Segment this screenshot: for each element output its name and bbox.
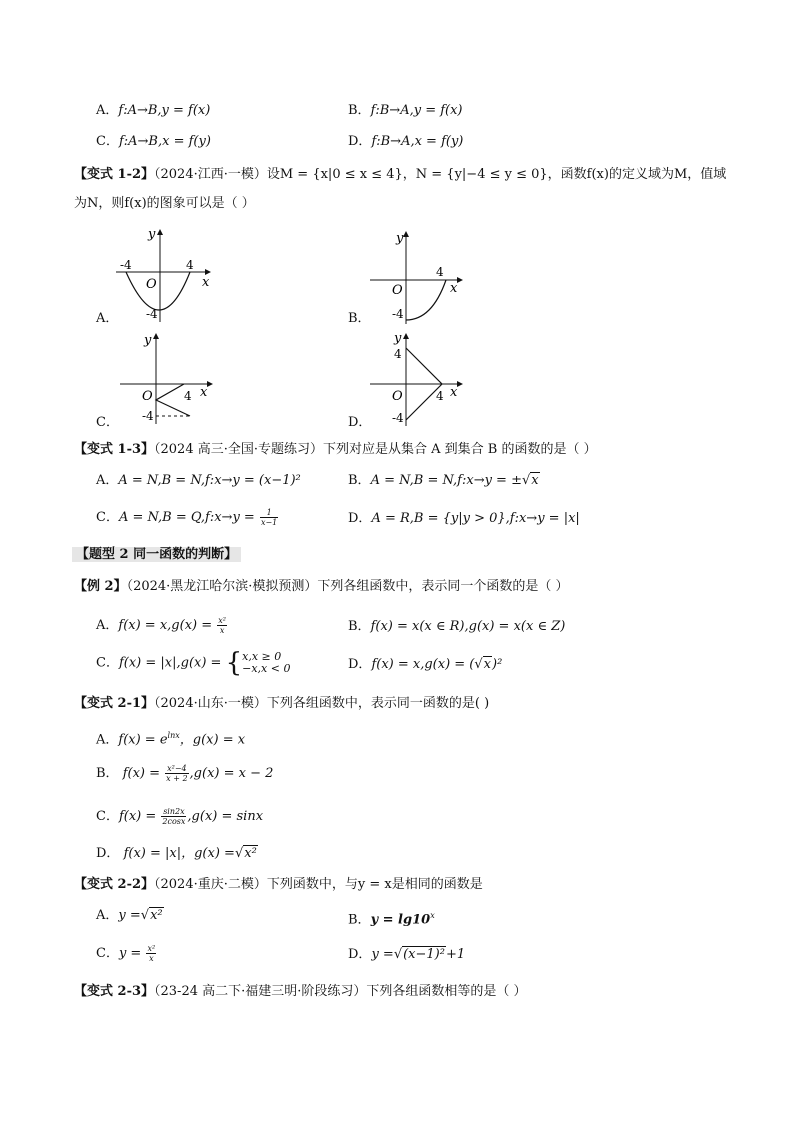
option-expr: f:B→A,x = f(y) bbox=[371, 134, 464, 149]
graph-c bbox=[116, 328, 226, 428]
x-label: x bbox=[202, 275, 210, 290]
option-expr: f(x) = x,g(x) = ( bbox=[371, 657, 475, 672]
question-text: （2024 高三·全国·专题练习）下列对应是从集合 A 到集合 B 的函数的是（ ） bbox=[154, 442, 597, 457]
origin-label: O bbox=[392, 389, 403, 404]
y-label: y bbox=[144, 333, 152, 348]
option-expr: f:A→B,y = f(x) bbox=[118, 103, 211, 118]
radicand: (x−1)² bbox=[403, 947, 445, 962]
ex2-stem bbox=[74, 578, 569, 596]
option-letter: C． bbox=[96, 946, 119, 961]
v13-option-b: B．A = N,B = N,f:x→y = ±√x bbox=[348, 473, 539, 488]
v13-option-d bbox=[348, 510, 580, 528]
numerator: x² bbox=[218, 616, 226, 625]
tick-label: -4 bbox=[392, 307, 404, 321]
superscript: x bbox=[430, 911, 435, 920]
graph-a bbox=[112, 224, 222, 326]
option-letter: B． bbox=[96, 766, 119, 781]
option-expr: A = N,B = Q,f:x→y = bbox=[118, 510, 255, 525]
fraction bbox=[161, 807, 186, 826]
v21-option-d: D． f(x) = |x|，g(x) =√x² bbox=[96, 846, 257, 861]
ex2-option-c bbox=[96, 650, 290, 680]
option-expr: ,g(x) = sinx bbox=[187, 809, 264, 824]
option-expr: A = N,B = N,f:x→y = (x−1)² bbox=[118, 473, 301, 488]
y-label: y bbox=[396, 231, 404, 246]
v21-stem bbox=[74, 695, 489, 713]
v22-stem bbox=[74, 876, 483, 894]
denominator: x bbox=[149, 954, 154, 963]
option-expr: f(x) = x(x ∈ R),g(x) = x(x ∈ Z) bbox=[370, 619, 566, 634]
graph-d-letter: D． bbox=[348, 415, 372, 430]
option-expr: ，g(x) = x bbox=[179, 732, 246, 748]
tick-label: -4 bbox=[142, 409, 154, 423]
option-expr: y = lg10 bbox=[370, 912, 431, 928]
option-letter: D． bbox=[348, 657, 372, 672]
option-expr: f:A→B,x = f(y) bbox=[118, 134, 211, 149]
x-label: x bbox=[450, 385, 458, 400]
option-expr: f(x) = bbox=[122, 766, 161, 781]
v13-option-a bbox=[96, 472, 301, 490]
option-letter: A． bbox=[96, 473, 119, 488]
radicand: x² bbox=[150, 908, 163, 923]
ex2-option-d: D．f(x) = x,g(x) = (√x)² bbox=[348, 657, 503, 672]
denominator: x bbox=[219, 626, 225, 635]
v21-option-a bbox=[96, 727, 245, 749]
v13-stem bbox=[74, 441, 597, 459]
radicand: x bbox=[483, 657, 492, 672]
option-letter: B． bbox=[348, 619, 371, 634]
question-tag: 【变式 2-1】 bbox=[74, 696, 155, 711]
origin-label: O bbox=[142, 389, 153, 404]
superscript: lnx bbox=[167, 731, 180, 740]
ex2-option-b bbox=[348, 618, 565, 636]
option-letter: C． bbox=[96, 655, 119, 671]
tick-label: 4 bbox=[184, 389, 192, 403]
question-tag: 【变式 1-2】 bbox=[74, 167, 155, 182]
option-expr: f(x) = x,g(x) = bbox=[118, 618, 213, 633]
v22-option-a: A．y =√x² bbox=[96, 908, 163, 923]
section-title: 【题型 2 同一函数的判断】 bbox=[72, 547, 241, 562]
question-text: 为N，则f(x)的图象可以是（ ） bbox=[74, 196, 255, 211]
radicand: x bbox=[531, 473, 539, 488]
fraction bbox=[146, 944, 156, 963]
denominator: x + 2 bbox=[166, 774, 188, 783]
q1-option-b bbox=[348, 102, 463, 120]
section-header bbox=[72, 546, 241, 564]
option-letter: B． bbox=[348, 912, 371, 928]
v23-stem bbox=[74, 983, 527, 1001]
tick-label: -4 bbox=[146, 307, 158, 321]
curve bbox=[126, 272, 190, 310]
tick-label: 4 bbox=[394, 347, 402, 361]
option-expr: )² bbox=[492, 657, 503, 672]
option-letter: A． bbox=[96, 618, 119, 633]
x-label: x bbox=[200, 385, 208, 400]
graph-b-letter: B． bbox=[348, 311, 371, 326]
option-expr: f(x) = |x|,g(x) = bbox=[118, 655, 222, 671]
v21-option-c bbox=[96, 807, 263, 826]
option-letter: A． bbox=[96, 732, 119, 748]
question-text: （2024·黑龙江哈尔滨·模拟预测）下列各组函数中，表示同一个函数的是（ ） bbox=[126, 579, 569, 594]
case-line: −x,x < 0 bbox=[242, 662, 291, 675]
numerator: 1 bbox=[260, 508, 278, 518]
question-text: （2024·江西·一模）设M = {x|0 ≤ x ≤ 4}，N = {y|−4 ≤ y ≤ 0}，函数f(x)的定义域为M，值域 bbox=[154, 167, 727, 182]
tick-label: 4 bbox=[436, 265, 444, 279]
option-letter: D． bbox=[348, 134, 372, 149]
y-label: y bbox=[148, 227, 156, 242]
graph-d bbox=[366, 328, 476, 428]
v13-option-c bbox=[96, 508, 279, 527]
question-text: （2024·山东·一模）下列各组函数中，表示同一函数的是( ) bbox=[154, 696, 490, 711]
tick-label: -4 bbox=[120, 258, 132, 272]
fraction bbox=[165, 764, 188, 783]
question-text: （23-24 高二下·福建三明·阶段练习）下列各组函数相等的是（ ） bbox=[154, 984, 527, 999]
numerator: sin2x bbox=[163, 807, 185, 816]
graph-b bbox=[366, 226, 476, 326]
denominator: x−1 bbox=[260, 518, 278, 527]
tick-label: 4 bbox=[436, 389, 444, 403]
option-expr: A = R,B = {y|y > 0},f:x→y = |x| bbox=[371, 511, 580, 526]
v12-stem-line1 bbox=[74, 166, 726, 184]
brace: { bbox=[225, 648, 243, 678]
q1-option-a bbox=[96, 102, 210, 120]
q1-option-d bbox=[348, 133, 463, 151]
numerator: x²−4 bbox=[167, 764, 187, 773]
option-expr: f(x) = e bbox=[118, 732, 168, 748]
option-letter: D． bbox=[348, 947, 372, 962]
option-letter: A． bbox=[96, 103, 119, 118]
denominator: 2cosx bbox=[162, 817, 186, 826]
x-label: x bbox=[450, 281, 458, 296]
question-tag: 【变式 1-3】 bbox=[74, 442, 155, 457]
curve bbox=[406, 280, 446, 320]
option-expr: f:B→A,y = f(x) bbox=[370, 103, 463, 118]
v12-stem-line2 bbox=[74, 195, 255, 213]
option-letter: A． bbox=[96, 908, 119, 923]
question-tag: 【例 2】 bbox=[74, 579, 127, 594]
question-tag: 【变式 2-3】 bbox=[74, 984, 155, 999]
tick-label: 4 bbox=[186, 258, 194, 272]
option-letter: D． bbox=[96, 846, 120, 861]
graph-c-letter: C． bbox=[96, 415, 119, 430]
case-line: x,x ≥ 0 bbox=[242, 650, 282, 663]
option-expr: f(x) = |x|，g(x) = bbox=[123, 846, 235, 861]
option-expr: y = bbox=[118, 908, 141, 923]
q1-option-c bbox=[96, 133, 211, 151]
radicand: x² bbox=[244, 846, 257, 861]
v22-option-b bbox=[348, 907, 435, 929]
y-label: y bbox=[394, 331, 402, 346]
option-expr: ,g(x) = x − 2 bbox=[189, 766, 274, 781]
origin-label: O bbox=[146, 277, 157, 292]
option-letter: B． bbox=[348, 103, 371, 118]
option-expr: y = bbox=[371, 947, 394, 962]
option-letter: B． bbox=[348, 473, 371, 488]
fraction bbox=[217, 616, 227, 635]
question-tag: 【变式 2-2】 bbox=[74, 877, 155, 892]
numerator: x² bbox=[147, 944, 156, 953]
fraction bbox=[260, 508, 278, 527]
piecewise bbox=[242, 651, 290, 675]
option-expr: f(x) = bbox=[118, 809, 157, 824]
question-text: （2024·重庆·二模）下列函数中，与y = x是相同的函数是 bbox=[154, 877, 483, 892]
option-letter: D． bbox=[348, 511, 372, 526]
option-letter: C． bbox=[96, 510, 119, 525]
option-expr: A = N,B = N,f:x→y = ± bbox=[370, 473, 522, 488]
tick-label: -4 bbox=[392, 411, 404, 425]
ex2-option-a bbox=[96, 616, 228, 635]
graph-a-letter: A． bbox=[96, 311, 119, 326]
v22-option-d: D．y =√(x−1)²+1 bbox=[348, 947, 466, 962]
v22-option-c bbox=[96, 944, 157, 963]
option-letter: C． bbox=[96, 134, 119, 149]
option-letter: C． bbox=[96, 809, 119, 824]
origin-label: O bbox=[392, 283, 403, 298]
v21-option-b bbox=[96, 764, 273, 783]
option-expr: +1 bbox=[445, 947, 466, 962]
option-expr: y = bbox=[118, 946, 142, 961]
